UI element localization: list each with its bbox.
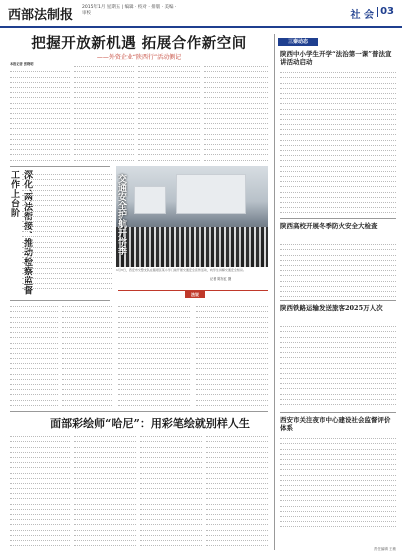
text-lines — [280, 68, 396, 213]
article-column-4 — [204, 62, 268, 164]
story-body — [280, 322, 396, 410]
text-lines — [74, 62, 134, 161]
text-lines — [74, 432, 136, 546]
story-title: 陕西高校开展冬季防火安全大检查 — [280, 222, 378, 230]
text-lines — [118, 302, 190, 406]
photo-caption: 1月3日，西安市交警支队在雁塔区某小学门前开展交通安全宣传活动，向学生讲解交通安全知识。 — [116, 268, 246, 272]
photo-credit: 记者 陈东红 摄 — [210, 277, 232, 281]
page-number: 03 — [380, 6, 394, 17]
text-lines — [280, 322, 396, 405]
text-lines — [10, 302, 58, 406]
text-lines — [280, 434, 396, 527]
text-lines — [204, 62, 268, 161]
story-body — [280, 434, 396, 534]
brief-column-1 — [10, 302, 58, 410]
story-body — [280, 68, 396, 218]
bottom-column-4 — [206, 432, 268, 550]
article-column-3 — [138, 62, 200, 164]
editor-note: 责任编辑 王敏 — [373, 547, 396, 551]
feature-vertical-title: 交通安全护航开学季 — [116, 174, 126, 255]
text-lines — [10, 432, 70, 546]
photo-building — [134, 186, 166, 214]
divider — [10, 300, 110, 301]
story-title: 陕西铁路运输发送旅客2025万人次 — [280, 304, 383, 312]
main-headline: 把握开放新机遇 拓展合作新空间 — [31, 35, 247, 52]
divider — [377, 7, 378, 17]
sidebar-vertical-title: 深化‘两法衔接’ 推动检察监督工作上台阶 — [9, 170, 32, 295]
divider — [280, 300, 396, 301]
commentary-column-2 — [196, 302, 268, 410]
text-lines — [140, 432, 202, 546]
dateline: 2015年1月 星期五 | 编辑 · 校对 · 排版 · 美编 · 审校 — [82, 5, 177, 16]
newspaper-logo: 西部法制报 — [8, 8, 74, 23]
article-column-2 — [74, 62, 134, 164]
text-lines — [206, 432, 268, 546]
column-divider — [274, 34, 275, 550]
text-lines — [10, 67, 70, 160]
masthead — [0, 0, 402, 28]
story-title: 陕西中小学生开学“法治第一课”普法宣讲活动启动 — [280, 50, 392, 66]
commentary-tag: 法说 — [185, 291, 205, 298]
story-title: 西安市关注夜市中心建设社会监督评价体系 — [280, 416, 391, 432]
section-banner: 三秦动态 — [278, 38, 318, 46]
divider — [10, 166, 110, 167]
text-lines — [22, 170, 112, 289]
text-lines — [62, 302, 112, 406]
article-column-1 — [10, 62, 70, 164]
news-photo — [116, 166, 268, 267]
byline: 本报记者 张晓明 — [10, 62, 34, 66]
bottom-column-1 — [10, 432, 70, 550]
text-lines — [280, 240, 396, 297]
bottom-headline: 面部彩绘师“哈尼”：用彩笔绘就别样人生 — [50, 417, 250, 430]
story-body — [280, 240, 396, 300]
commentary-column-1 — [118, 302, 190, 410]
text-lines — [138, 62, 200, 161]
bottom-column-3 — [140, 432, 202, 550]
text-lines — [196, 302, 268, 406]
section-name: 社 会 — [350, 10, 374, 21]
sidebar-article — [22, 170, 112, 295]
divider — [280, 218, 396, 219]
brief-column-2 — [62, 302, 112, 410]
photo-building — [176, 174, 246, 214]
divider — [280, 412, 396, 413]
subheadline: ——外资企业“陕西行”活动侧记 — [96, 54, 182, 61]
bottom-column-2 — [74, 432, 136, 550]
photo-crowd — [116, 227, 268, 267]
divider — [10, 411, 268, 412]
